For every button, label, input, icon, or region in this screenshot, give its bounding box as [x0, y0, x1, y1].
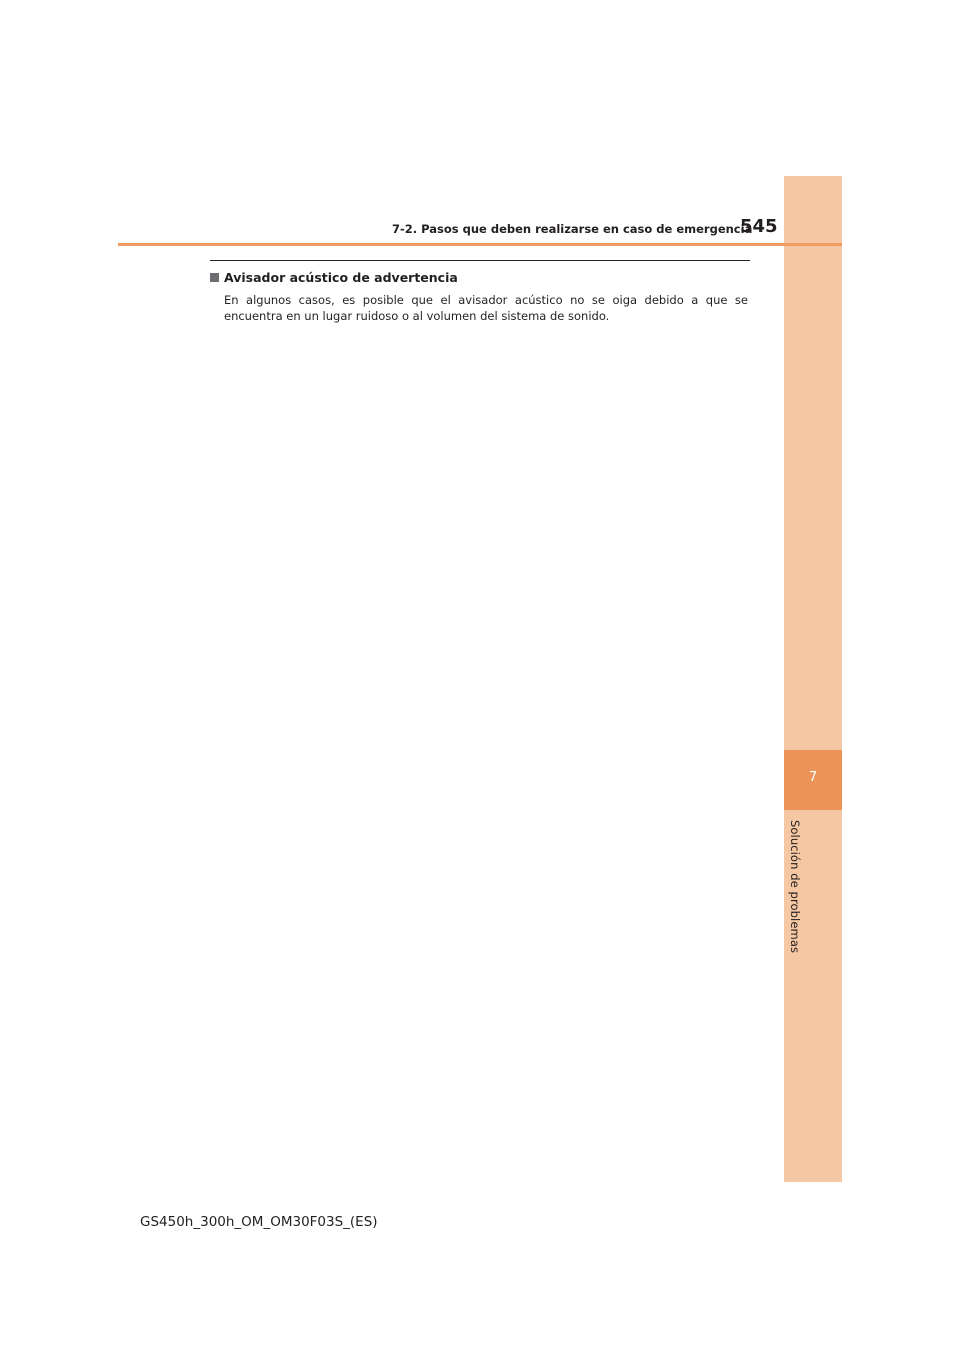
header-rule	[118, 243, 842, 246]
document-code: GS450h_300h_OM_OM30F03S_(ES)	[140, 1214, 378, 1230]
section-divider	[210, 260, 750, 261]
chapter-title: Solución de problemas	[788, 820, 802, 954]
section-heading	[210, 270, 730, 285]
section-title: 7-2. Pasos que deben realizarse en caso de emergencia	[392, 222, 753, 236]
chapter-number: 7	[808, 770, 818, 785]
body-paragraph: En algunos casos, es posible que el avisador acústico no se oiga debido a que se encuentra en un lugar ruidoso o al volumen del sistema de sonido.	[224, 293, 748, 323]
square-bullet-icon	[210, 273, 219, 282]
chapter-tab	[784, 750, 842, 810]
chapter-side-strip	[784, 176, 842, 1182]
page-number: 545	[740, 216, 778, 237]
section-heading-text: Avisador acústico de advertencia	[224, 270, 458, 285]
